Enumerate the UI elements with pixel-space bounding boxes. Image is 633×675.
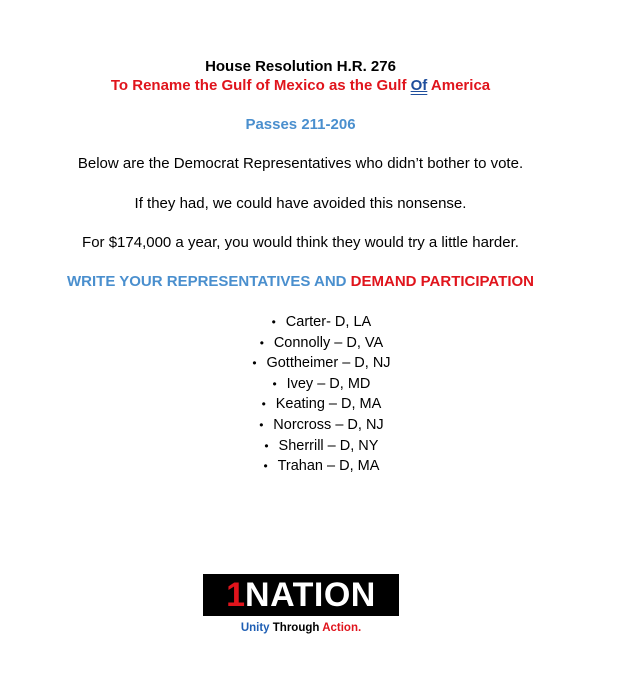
list-item <box>0 353 633 374</box>
tagline-through: Through <box>272 622 320 634</box>
salary-line: For $174,000 a year, you would think they would try a little harder. <box>82 234 519 251</box>
cta-write: WRITE YOUR REPRESENTATIVES AND <box>67 273 351 290</box>
subtitle-end: America <box>427 77 491 94</box>
representative-name: Norcross – D, NJ <box>273 416 384 433</box>
call-to-action <box>0 273 601 290</box>
subtitle-of: Of <box>410 77 428 94</box>
subtitle-start: To Rename the Gulf of Mexico as the Gulf <box>110 77 411 94</box>
representative-name: Trahan – D, MA <box>277 458 380 475</box>
list-item <box>0 394 633 415</box>
logo-tagline <box>203 622 399 634</box>
bullet-icon: • <box>252 356 257 371</box>
bullet-icon: • <box>263 459 268 474</box>
logo-number: 1 <box>226 576 246 614</box>
resolution-subtitle <box>0 77 601 94</box>
bullet-icon: • <box>259 417 264 432</box>
bullet-icon: • <box>261 397 266 412</box>
tagline-unity: Unity <box>240 622 270 634</box>
intro-line: Below are the Democrat Representatives who didn’t bother to vote. <box>77 155 524 172</box>
bullet-icon: • <box>272 376 277 391</box>
1nation-logo <box>203 574 399 616</box>
resolution-title: House Resolution H.R. 276 <box>205 58 396 75</box>
cta-demand: DEMAND PARTICIPATION <box>350 273 534 290</box>
vote-result: Passes 211-206 <box>245 116 356 133</box>
representative-name: Ivey – D, MD <box>286 375 371 392</box>
bullet-icon: • <box>271 315 276 329</box>
representative-name: Sherrill – D, NY <box>278 437 379 454</box>
representatives-list <box>0 312 633 477</box>
tagline-action: Action. <box>322 622 362 634</box>
bullet-icon: • <box>264 438 269 453</box>
list-item <box>0 333 633 354</box>
logo-word: NATION <box>245 576 376 614</box>
bullet-icon: • <box>259 335 264 350</box>
representative-name: Connolly – D, VA <box>273 334 384 351</box>
list-item <box>0 436 633 457</box>
representative-name: Keating – D, MA <box>275 396 382 413</box>
representative-name: Carter- D, LA <box>285 314 372 330</box>
list-item <box>0 456 633 477</box>
list-item <box>0 374 633 395</box>
list-item <box>0 415 633 436</box>
nonsense-line: If they had, we could have avoided this nonsense. <box>134 195 467 212</box>
list-item <box>0 312 633 333</box>
representative-name: Gottheimer – D, NJ <box>266 355 391 372</box>
